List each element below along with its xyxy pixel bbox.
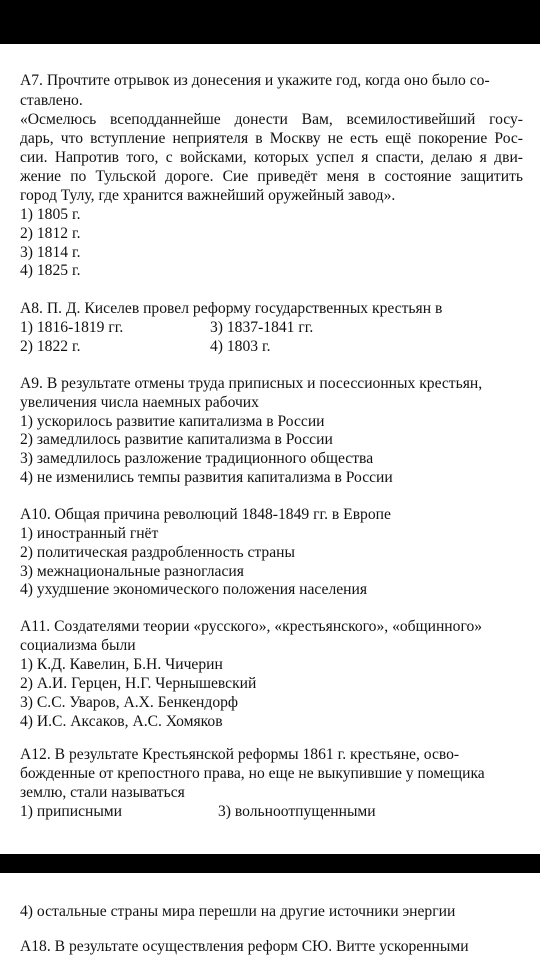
q12-title-line-2: божденные от крепостного права, но еще не выкупившие у помещика	[20, 765, 485, 782]
q8-option-3: 3) 1837-1841 гг.	[210, 319, 314, 336]
q8-option-2: 2) 1822 г.	[20, 338, 81, 355]
q10-option-1: 1) иностранный гнёт	[20, 525, 159, 542]
q12-option-3: 3) вольноотпущенными	[218, 803, 376, 820]
q8-option-1: 1) 1816-1819 гг.	[20, 319, 124, 336]
q9-option-2: 2) замедлилось развитие капитализма в России	[20, 431, 333, 448]
q9-title-line-1: А9. В результате отмены труда приписных и посессионных крестьян,	[20, 375, 483, 392]
q12-title-line-1: А12. В результате Крестьянской реформы 1861 г. крестьяне, осво-	[20, 746, 460, 763]
q7-title-line-2: ставлено.	[20, 92, 83, 109]
q11-title-line-2: социализма были	[20, 637, 136, 654]
lower-option-line: 4) остальные страны мира перешли на другие источники энергии	[20, 903, 456, 920]
q9-option-3: 3) замедлилось разложение традиционного общества	[20, 450, 374, 467]
q7-quote-line-2: дарь, что вступление неприятеля в Москву не есть ещё покорение Рос-	[20, 130, 523, 147]
q7-option-3: 3) 1814 г.	[20, 244, 81, 261]
q7-quote-line-3: сии. Напротив того, с войсками, которых успел я спасти, делаю я дви-	[20, 149, 523, 166]
q8-title: А8. П. Д. Киселев провел реформу государственных крестьян в	[20, 300, 443, 317]
q11-title-line-1: А11. Создателями теории «русского», «крестьянского», «общинного»	[20, 618, 483, 635]
worksheet-page-upper	[0, 44, 540, 854]
q12-option-1: 1) приписными	[20, 803, 123, 820]
q7-option-1: 1) 1805 г.	[20, 206, 81, 223]
q11-option-2: 2) А.И. Герцен, Н.Г. Чернышевский	[20, 675, 257, 692]
q9-option-4: 4) не изменились темпы развития капитализма в России	[20, 469, 393, 486]
q10-option-3: 3) межнациональные разногласия	[20, 563, 244, 580]
q11-option-3: 3) С.С. Уваров, А.Х. Бенкендорф	[20, 694, 239, 711]
q7-option-2: 2) 1812 г.	[20, 225, 81, 242]
q9-option-1: 1) ускорилось развитие капитализма в России	[20, 413, 325, 430]
top-black-bar	[0, 0, 540, 44]
q10-option-4: 4) ухудшение экономического положения населения	[20, 581, 368, 598]
q7-quote-line-5: город Тулу, где хранится важнейший оружейный завод».	[20, 187, 396, 204]
q10-title: А10. Общая причина революций 1848-1849 гг. в Европе	[20, 506, 391, 523]
q18-title-line: А18. В результате осуществления реформ СЮ. Витте ускоренными	[20, 938, 469, 955]
q7-quote-line-4: жение по Тульской дороге. Сие приведёт меня в состояние защитить	[20, 168, 523, 185]
middle-black-bar	[0, 854, 540, 873]
q12-title-line-3: землю, стали называться	[20, 784, 185, 801]
worksheet-page-lower	[0, 873, 540, 960]
q9-title-line-2: увеличения числа наемных рабочих	[20, 394, 259, 411]
q7-title-line-1: А7. Прочтите отрывок из донесения и укажите год, когда оно было со-	[20, 72, 490, 89]
q10-option-2: 2) политическая раздробленность страны	[20, 544, 295, 561]
q7-option-4: 4) 1825 г.	[20, 262, 81, 279]
q8-option-4: 4) 1803 г.	[210, 338, 271, 355]
q11-option-4: 4) И.С. Аксаков, А.С. Хомяков	[20, 713, 223, 730]
q11-option-1: 1) К.Д. Кавелин, Б.Н. Чичерин	[20, 656, 223, 673]
q7-quote-line-1: «Осмелюсь всеподданнейше донести Вам, всемилостивейший госу-	[20, 111, 523, 128]
